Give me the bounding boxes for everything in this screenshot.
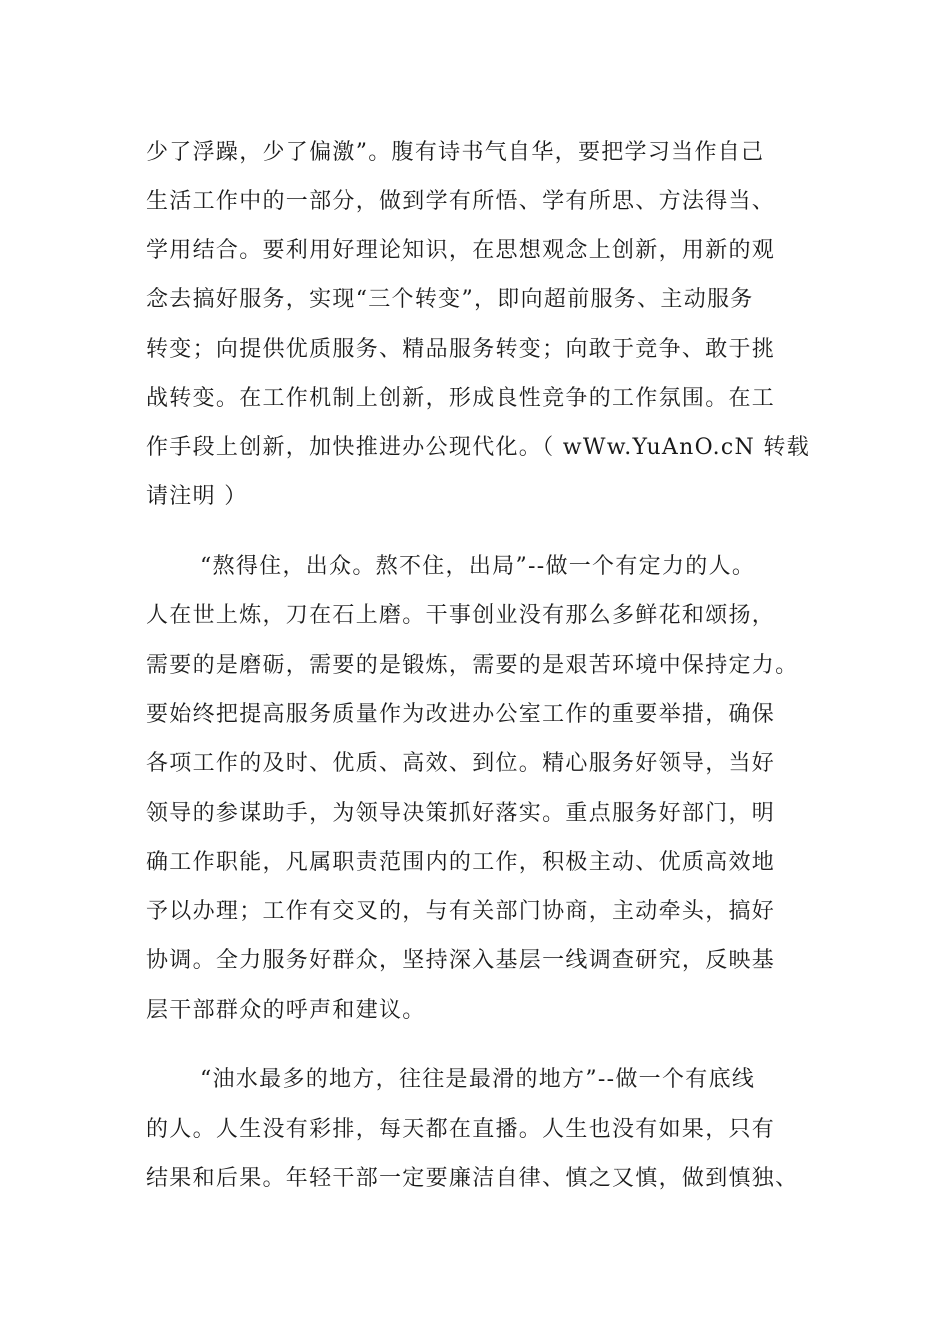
- text-line: 领导的参谋助手，为领导决策抓好落实。重点服务好部门，明: [146, 801, 776, 826]
- text-line: 的人。人生没有彩排，每天都在直播。人生也没有如果，只有: [146, 1117, 776, 1142]
- text-line: “熬得住，出众。熬不住，出局”--做一个有定力的人。: [200, 554, 756, 579]
- text-line: 要始终把提高服务质量作为改进办公室工作的重要举措，确保: [146, 702, 776, 727]
- text-line: 确工作职能，凡属职责范围内的工作，积极主动、优质高效地: [146, 850, 776, 875]
- text-line: 念去搞好服务，实现“三个转变”，即向超前服务、主动服务: [146, 287, 754, 312]
- text-line: 协调。全力服务好群众，坚持深入基层一线调查研究，反映基: [146, 948, 776, 973]
- text-line: 予以办理；工作有交叉的，与有关部门协商，主动牵头，搞好: [146, 899, 776, 924]
- text-line: 转变；向提供优质服务、精品服务转变；向敢于竞争、敢于挑: [146, 337, 776, 362]
- text-line: 作手段上创新，加快推进办公现代化。（ wWw.YuAnO.cN 转载: [146, 435, 810, 460]
- text-line: 学用结合。要利用好理论知识，在思想观念上创新，用新的观: [146, 238, 776, 263]
- text-line: 人在世上炼，刀在石上磨。干事创业没有那么多鲜花和颂扬，: [146, 603, 776, 628]
- text-line: 需要的是磨砺，需要的是锻炼，需要的是艰苦环境中保持定力。: [146, 653, 799, 678]
- text-line: 各项工作的及时、优质、高效、到位。精心服务好领导，当好: [146, 751, 776, 776]
- text-line: 少了浮躁，少了偏激”。腹有诗书气自华，要把学习当作自己: [146, 140, 765, 165]
- text-line: “油水最多的地方，往往是最滑的地方”--做一个有底线: [200, 1067, 756, 1092]
- text-line: 请注明 ）: [146, 484, 248, 509]
- text-line: 生活工作中的一部分，做到学有所悟、学有所思、方法得当、: [146, 189, 776, 214]
- text-line: 层干部群众的呼声和建议。: [146, 998, 426, 1023]
- text-line: 战转变。在工作机制上创新，形成良性竞争的工作氛围。在工: [146, 386, 776, 411]
- text-line: 结果和后果。年轻干部一定要廉洁自律、慎之又慎，做到慎独、: [146, 1166, 799, 1191]
